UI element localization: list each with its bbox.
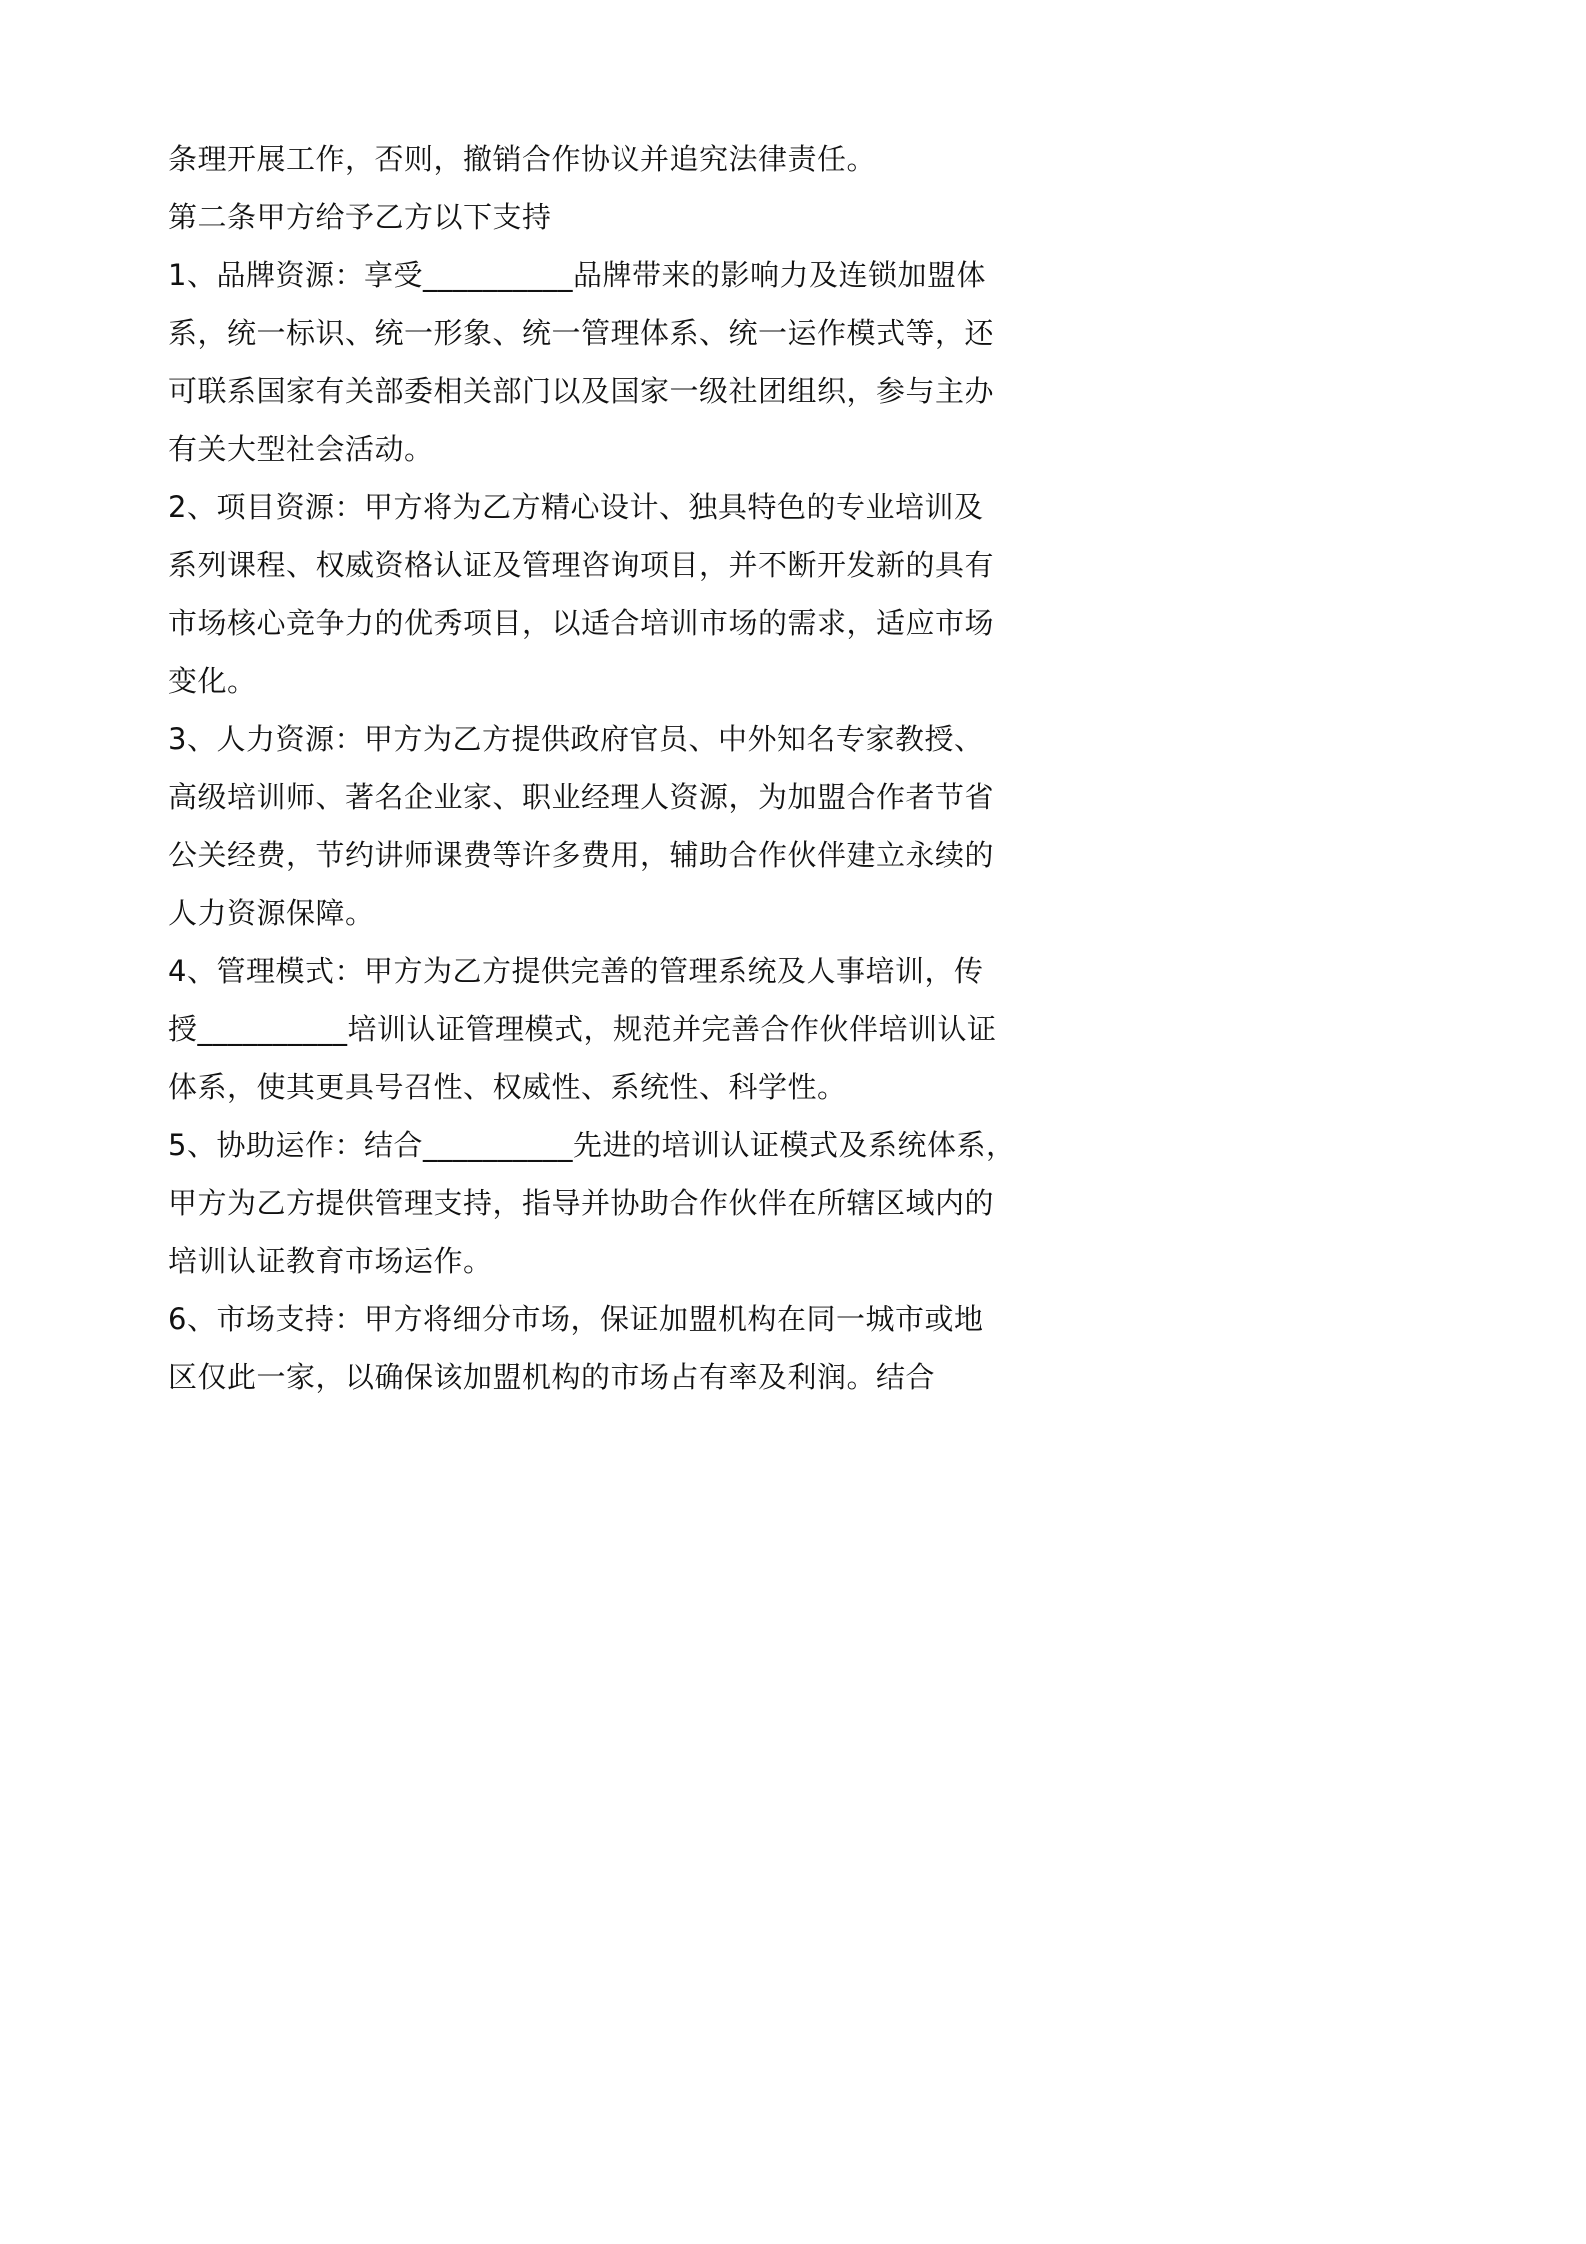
text-line: 公关经费，节约讲师课费等许多费用，辅助合作伙伴建立永续的 xyxy=(168,838,995,872)
text-line: 高级培训师、著名企业家、职业经理人资源，为加盟合作者节省 xyxy=(168,780,995,814)
text-line: 可联系国家有关部委相关部门以及国家一级社团组织，参与主办 xyxy=(168,374,995,408)
text-line: 系列课程、权威资格认证及管理咨询项目，并不断开发新的具有 xyxy=(168,548,995,582)
text-line: 5、协助运作：结合__________先进的培训认证模式及系统体系， xyxy=(168,1128,1016,1162)
text-line: 变化。 xyxy=(168,664,257,698)
text-line: 1、品牌资源：享受__________品牌带来的影响力及连锁加盟体 xyxy=(168,258,986,292)
text-line: 系，统一标识、统一形象、统一管理体系、统一运作模式等，还 xyxy=(168,316,995,350)
text-line: 2、项目资源：甲方将为乙方精心设计、独具特色的专业培训及 xyxy=(168,490,984,524)
text-line: 甲方为乙方提供管理支持，指导并协助合作伙伴在所辖区域内的 xyxy=(168,1186,995,1220)
text-line: 区仅此一家，以确保该加盟机构的市场占有率及利润。结合 xyxy=(168,1360,936,1394)
text-line: 市场核心竞争力的优秀项目，以适合培训市场的需求，适应市场 xyxy=(168,606,995,640)
text-line: 授__________培训认证管理模式，规范并完善合作伙伴培训认证 xyxy=(168,1012,997,1046)
text-line: 6、市场支持：甲方将细分市场，保证加盟机构在同一城市或地 xyxy=(168,1302,984,1336)
text-line: 培训认证教育市场运作。 xyxy=(168,1244,493,1278)
text-line: 条理开展工作，否则，撤销合作协议并追究法律责任。 xyxy=(168,142,877,176)
text-line: 3、人力资源：甲方为乙方提供政府官员、中外知名专家教授、 xyxy=(168,722,984,756)
text-line: 体系，使其更具号召性、权威性、系统性、科学性。 xyxy=(168,1070,847,1104)
text-line: 4、管理模式：甲方为乙方提供完善的管理系统及人事培训，传 xyxy=(168,954,984,988)
document-body xyxy=(168,130,1016,1406)
text-line: 有关大型社会活动。 xyxy=(168,432,434,466)
document-page xyxy=(0,0,1100,1556)
text-line: 人力资源保障。 xyxy=(168,896,375,930)
section-heading: 第二条甲方给予乙方以下支持 xyxy=(168,200,552,234)
